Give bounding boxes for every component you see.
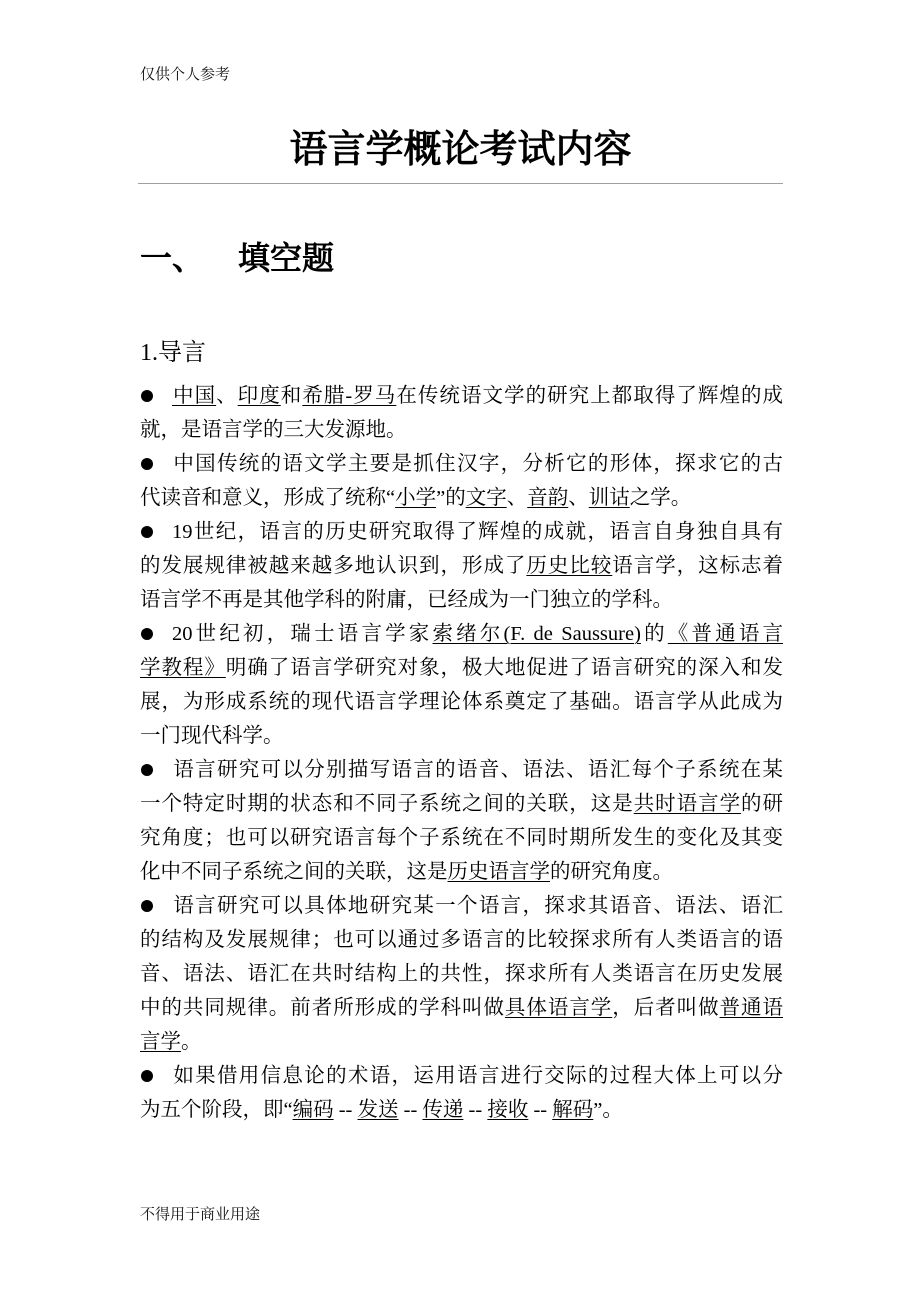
text-line [140, 617, 783, 651]
bullet-dot-icon [140, 515, 172, 549]
header-note: 仅供个人参考 [140, 67, 231, 83]
text-line [140, 583, 783, 617]
section-number: 一、 [140, 240, 205, 276]
answer-blank-text: 《普通语言 [667, 623, 784, 645]
text-line [140, 515, 783, 549]
subsection-heading: 1.导言 [140, 340, 206, 366]
answer-blank-text: 印度 [237, 385, 281, 407]
bullet-dot-icon [140, 889, 172, 923]
text-segment: 语言学不再是其他学科的附庸，已经成为一门独立的学科。 [140, 589, 673, 611]
text-segment: 和 [280, 385, 303, 407]
text-segment: 19世纪，语言的历史研究取得了辉煌的成就，语言自身独自具有 [172, 521, 783, 543]
text-line [140, 719, 783, 753]
text-line [140, 787, 783, 821]
text-line [140, 991, 783, 1025]
text-segment: 、 [568, 487, 589, 509]
text-segment: 中国传统的语文学主要是抓住汉字，分析它的形体，探求它的古 [172, 453, 783, 475]
text-line [140, 821, 783, 855]
answer-blank-text: 训诂 [588, 487, 630, 509]
answer-blank-text: 传递 [422, 1099, 464, 1121]
answer-blank-text: 希腊-罗马 [302, 385, 397, 407]
answer-blank-text: 具体语言学 [504, 997, 613, 1019]
text-line [140, 413, 783, 447]
bullet-item [140, 515, 783, 617]
text-segment: 音、语法、语汇在共时结构上的共性，探求所有人类语言在历史发展 [140, 963, 783, 985]
text-line [140, 1093, 783, 1127]
answer-blank-text: 编码 [292, 1099, 334, 1121]
answer-blank-text: 学教程》 [140, 657, 226, 679]
answer-blank-text: 小学 [395, 487, 437, 509]
text-segment: 的研 [741, 793, 784, 815]
text-segment: 语言研究可以分别描写语言的语音、语法、语汇每个子系统在某 [172, 759, 783, 781]
text-line [140, 447, 783, 481]
text-line [140, 889, 783, 923]
section-title: 填空题 [238, 240, 335, 276]
bullet-item [140, 753, 783, 889]
bullet-dot-icon [140, 753, 172, 787]
text-line [140, 1025, 783, 1059]
text-line [140, 549, 783, 583]
answer-blank-text: 中国 [172, 385, 217, 407]
text-line [140, 957, 783, 991]
bullet-dot-icon [140, 447, 172, 481]
answer-blank-text: 发送 [357, 1099, 399, 1121]
bullet-item [140, 889, 783, 1059]
answer-blank-text: 文字 [465, 487, 507, 509]
answer-blank-text: 历史比较 [526, 555, 613, 577]
text-segment: -- [528, 1099, 553, 1121]
text-segment: 的 [640, 623, 668, 645]
text-segment: 代读音和意义，形成了统称“ [140, 487, 396, 509]
answer-blank-text: 共时语言学 [633, 793, 742, 815]
text-segment: 一个特定时期的状态和不同子系统之间的关联，这是 [140, 793, 634, 815]
text-segment: 。 [181, 1031, 202, 1053]
text-line [140, 481, 783, 515]
text-line [140, 753, 783, 787]
text-segment: 、 [506, 487, 528, 509]
footer-note: 不得用于商业用途 [140, 1207, 261, 1223]
text-line [140, 923, 783, 957]
text-segment: 中的共同规律。前者所形成的学科叫做 [140, 997, 505, 1019]
section-heading [140, 237, 334, 279]
answer-blank-text: 解码 [552, 1099, 594, 1121]
answer-blank-text: 普通语 [719, 997, 784, 1019]
bullet-item [140, 617, 783, 753]
text-segment: 20世纪初，瑞士语言学家 [172, 623, 433, 645]
text-segment: -- [333, 1099, 358, 1121]
text-segment: 语言学，这标志着 [612, 555, 784, 577]
text-segment: 就，是语言学的三大发源地。 [140, 419, 407, 441]
answer-blank-text: 言学 [140, 1031, 181, 1053]
bullet-dot-icon [140, 379, 172, 413]
text-segment: -- [463, 1099, 488, 1121]
text-segment: 的发展规律被越来越多地认识到，形成了 [140, 555, 527, 577]
text-segment: 为五个阶段，即“ [140, 1099, 293, 1121]
answer-blank-text: 索绪尔(F. de Saussure) [432, 623, 641, 645]
text-segment: 的结构及发展规律；也可以通过多语言的比较探求所有人类语言的语 [140, 929, 783, 951]
text-segment: 在传统语文学的研究上都取得了辉煌的成 [396, 385, 784, 407]
text-line [140, 685, 783, 719]
text-segment: 如果借用信息论的术语，运用语言进行交际的过程大体上可以分 [172, 1065, 783, 1087]
bullet-item [140, 379, 783, 447]
answer-blank-text: 接收 [487, 1099, 529, 1121]
text-line [140, 855, 783, 889]
text-segment: 化中不同子系统之间的关联，这是 [140, 861, 448, 883]
bullet-list [140, 379, 783, 1127]
text-segment: 一门现代科学。 [140, 725, 284, 747]
document-title: 语言学概论考试内容 [289, 129, 632, 171]
text-segment: 之学。 [629, 487, 692, 509]
text-segment: 语言研究可以具体地研究某一个语言，探求其语音、语法、语汇 [172, 895, 783, 917]
text-line [140, 651, 783, 685]
text-segment: 究角度；也可以研究语言每个子系统在不同时期所发生的变化及其变 [140, 827, 783, 849]
bullet-item [140, 447, 783, 515]
text-segment: -- [398, 1099, 423, 1121]
text-segment: ，后者叫做 [612, 997, 720, 1019]
bullet-item [140, 1059, 783, 1127]
answer-blank-text: 历史语言学 [447, 861, 550, 883]
text-segment: 展，为形成系统的现代语言学理论体系奠定了基础。语言学从此成为 [140, 691, 783, 713]
text-segment: 明确了语言学研究对象，极大地促进了语言研究的深入和发 [225, 657, 784, 679]
text-segment: 的研究角度。 [550, 861, 673, 883]
text-segment: ”。 [593, 1099, 623, 1121]
text-line [140, 1059, 783, 1093]
answer-blank-text: 音韵 [527, 487, 569, 509]
bullet-dot-icon [140, 617, 172, 651]
title-divider [138, 183, 783, 184]
bullet-dot-icon [140, 1059, 172, 1093]
text-segment: 、 [216, 385, 238, 407]
text-segment: ”的 [436, 487, 466, 509]
text-line [140, 379, 783, 413]
